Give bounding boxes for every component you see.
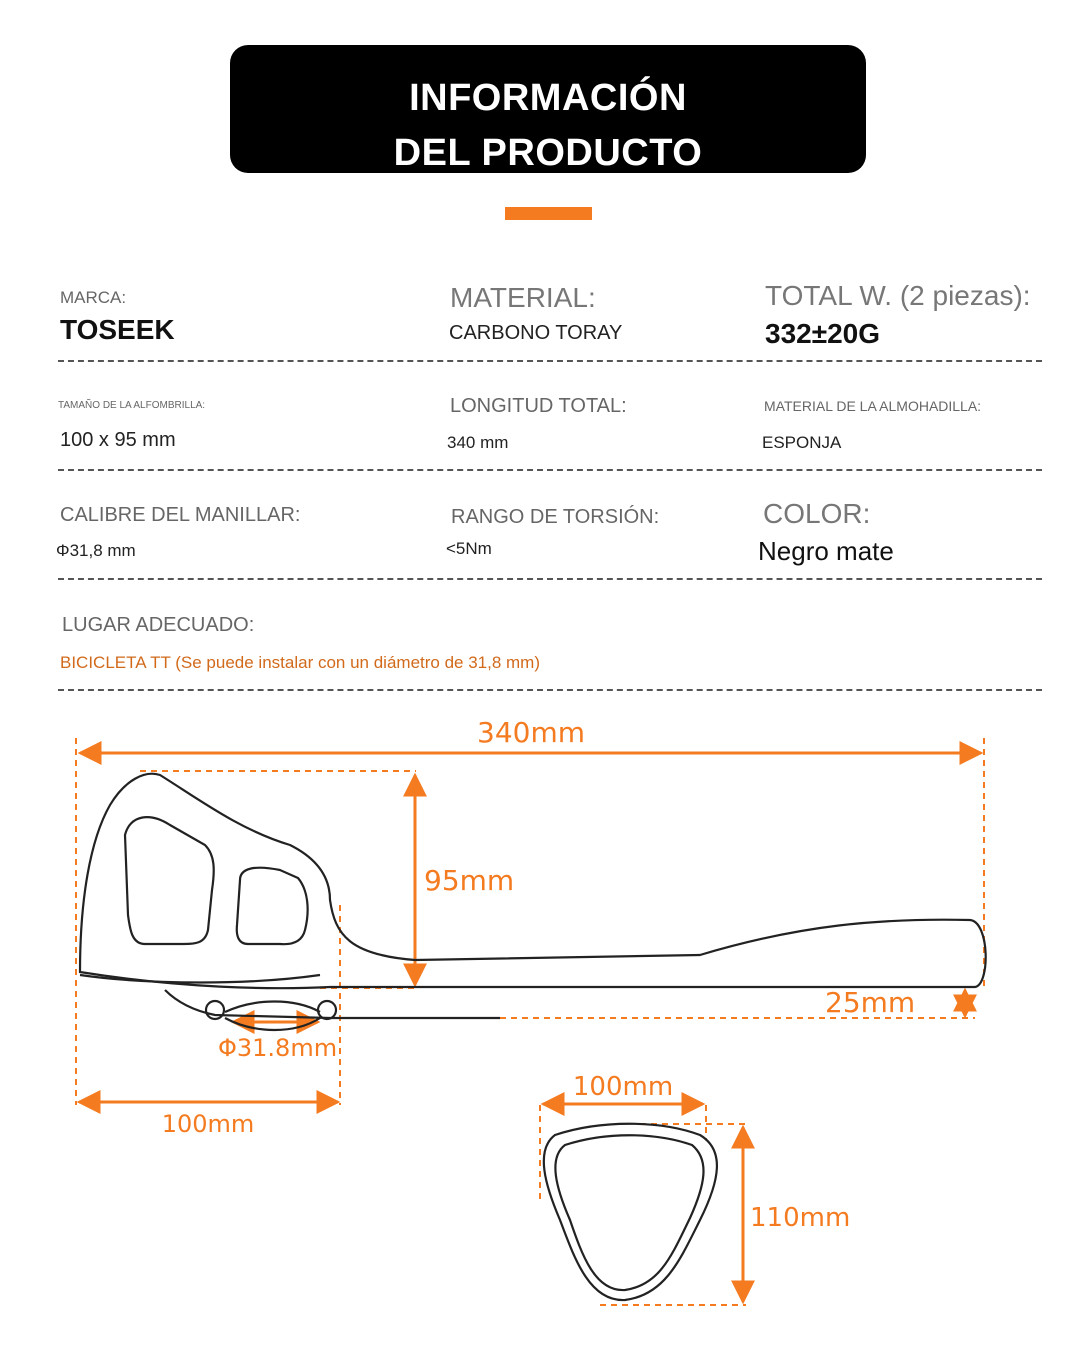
pad-size-label: TAMAÑO DE LA ALFOMBRILLA: bbox=[58, 400, 206, 411]
pad-size-value: 100 x 95 mm bbox=[60, 429, 176, 451]
spec-row-4 bbox=[58, 606, 1042, 691]
length-value: 340 mm bbox=[447, 433, 509, 452]
total-length-text: 340mm bbox=[477, 716, 585, 749]
weight-value: 332±20G bbox=[765, 318, 881, 349]
pad-top-height-text: 110mm bbox=[750, 1203, 851, 1233]
torque-value: <5Nm bbox=[446, 539, 492, 558]
caliber-label: CALIBRE DEL MANILLAR: bbox=[60, 504, 301, 526]
weight-label: TOTAL W. (2 piezas): bbox=[765, 280, 1031, 311]
spec-row-1 bbox=[58, 270, 1042, 362]
spec-row-3 bbox=[58, 496, 1042, 580]
brand-label: MARCA: bbox=[60, 288, 127, 307]
title-line-2: DEL PRODUCTO bbox=[393, 132, 703, 174]
pad-width-text: 100mm bbox=[572, 1072, 674, 1102]
color-value: Negro mate bbox=[758, 536, 894, 566]
pad-length-text: 100mm bbox=[161, 1110, 255, 1138]
pad-height-text: 95mm bbox=[424, 864, 515, 897]
color-label: COLOR: bbox=[763, 498, 871, 529]
pad-top-view bbox=[544, 1124, 717, 1300]
caliber-value: Φ31,8 mm bbox=[56, 541, 136, 560]
place-label: LUGAR ADECUADO: bbox=[62, 614, 255, 636]
place-value: BICICLETA TT (Se puede instalar con un diámetro de 31,8 mm) bbox=[60, 653, 541, 672]
dimension-drawing bbox=[0, 700, 1080, 1350]
pad-material-value: ESPONJA bbox=[762, 433, 842, 452]
material-value: CARBONO TORAY bbox=[449, 322, 623, 344]
title-line-1: INFORMACIÓN bbox=[409, 77, 687, 119]
accent-bar bbox=[505, 207, 592, 220]
title-banner bbox=[230, 45, 866, 173]
pad-material-label: MATERIAL DE LA ALMOHADILLA: bbox=[764, 398, 982, 414]
brand-value: TOSEEK bbox=[60, 314, 175, 345]
spec-row-2 bbox=[58, 385, 1042, 471]
rise-text: 25mm bbox=[825, 986, 916, 1019]
torque-label: RANGO DE TORSIÓN: bbox=[451, 506, 660, 528]
clamp-text: Φ31.8mm bbox=[218, 1034, 338, 1062]
material-label: MATERIAL: bbox=[450, 282, 596, 313]
length-label: LONGITUD TOTAL: bbox=[450, 395, 627, 417]
